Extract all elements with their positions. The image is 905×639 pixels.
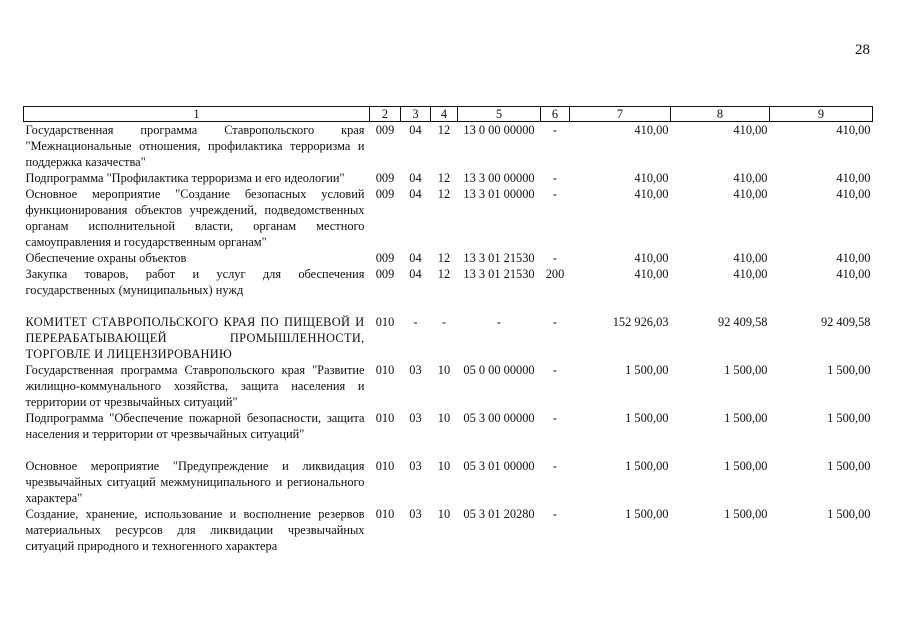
- amount-col7: 410,00: [634, 123, 669, 137]
- subsection-code: 10: [437, 363, 451, 377]
- target-article-code: 05 0 00 00000: [463, 363, 535, 377]
- target-article-code: 13 3 01 00000: [463, 187, 535, 201]
- row-name: Подпрограмма "Обеспечение пожарной безопасности, защита населения и территории от чрезвычайных ситуаций": [25, 411, 365, 441]
- page-number: 28: [855, 42, 870, 58]
- amount-col9: 92 409,58: [820, 315, 871, 329]
- row-name: Подпрограмма "Профилактика терроризма и его идеологии": [25, 171, 345, 185]
- ministry-code: 010: [375, 315, 395, 329]
- amount-col7: 1 500,00: [625, 411, 669, 425]
- ministry-code: 010: [375, 507, 395, 521]
- row-name: Закупка товаров, работ и услуг для обеспечения государственных (муниципальных) нужд: [25, 267, 365, 297]
- header-cell: 4: [431, 107, 458, 122]
- amount-col9: 1 500,00: [827, 363, 871, 377]
- expense-type-code: -: [552, 171, 558, 185]
- table-row: [24, 314, 873, 362]
- amount-col9: 1 500,00: [827, 459, 871, 473]
- header-cell: 3: [401, 107, 431, 122]
- amount-col8: 410,00: [733, 123, 768, 137]
- subsection-code: 12: [437, 187, 451, 201]
- section-code: 04: [409, 187, 422, 201]
- table-row: [24, 266, 873, 298]
- expense-type-code: -: [552, 187, 558, 201]
- spacer-row: [24, 298, 873, 314]
- amount-col8: 92 409,58: [717, 315, 768, 329]
- amount-col7: 410,00: [634, 267, 669, 281]
- expense-type-code: -: [552, 251, 558, 265]
- amount-col7: 1 500,00: [625, 363, 669, 377]
- target-article-code: -: [496, 315, 502, 329]
- amount-col8: 410,00: [733, 171, 768, 185]
- expense-type-code: 200: [545, 267, 565, 281]
- amount-col8: 1 500,00: [724, 363, 768, 377]
- section-code: 03: [409, 363, 422, 377]
- header-cell: 9: [770, 107, 873, 122]
- header-cell: 1: [24, 107, 370, 122]
- row-name: Основное мероприятие "Предупреждение и ликвидация чрезвычайных ситуаций межмуниципального и регионального характера": [25, 459, 365, 505]
- ministry-code: 009: [375, 267, 395, 281]
- row-name: Государственная программа Ставропольского края "Развитие жилищно-коммунального хозяйства, защита населения и территории от чрезвычайных ситуаций": [25, 363, 365, 409]
- amount-col7: 410,00: [634, 187, 669, 201]
- amount-col8: 410,00: [733, 187, 768, 201]
- target-article-code: 13 3 01 21530: [463, 251, 535, 265]
- ministry-code: 009: [375, 171, 395, 185]
- row-name: Основное мероприятие "Создание безопасных условий функционирования объектов учреждений, подведомственных органам исполнительной власти, органам местного самоуправления и государственным органам": [25, 187, 365, 249]
- row-name: Обеспечение охраны объектов: [25, 251, 187, 265]
- subsection-code: 12: [437, 123, 451, 137]
- expense-type-code: -: [552, 363, 558, 377]
- budget-table: [23, 106, 873, 554]
- amount-col7: 152 926,03: [612, 315, 669, 329]
- table-row: [24, 186, 873, 250]
- table-row: [24, 122, 873, 171]
- header-cell: 2: [370, 107, 401, 122]
- section-code: 03: [409, 507, 422, 521]
- target-article-code: 05 3 01 20280: [463, 507, 535, 521]
- expense-type-code: -: [552, 123, 558, 137]
- section-code: 03: [409, 411, 422, 425]
- amount-col9: 410,00: [836, 251, 871, 265]
- expense-type-code: -: [552, 411, 558, 425]
- header-cell: 6: [541, 107, 570, 122]
- amount-col8: 410,00: [733, 267, 768, 281]
- section-code: 04: [409, 123, 422, 137]
- subsection-code: 12: [437, 171, 451, 185]
- target-article-code: 13 0 00 00000: [463, 123, 535, 137]
- target-article-code: 13 3 01 21530: [463, 267, 535, 281]
- ministry-code: 010: [375, 363, 395, 377]
- expense-type-code: -: [552, 459, 558, 473]
- amount-col7: 1 500,00: [625, 459, 669, 473]
- amount-col7: 410,00: [634, 171, 669, 185]
- amount-col8: 1 500,00: [724, 459, 768, 473]
- subsection-code: 10: [437, 459, 451, 473]
- amount-col9: 410,00: [836, 267, 871, 281]
- subsection-code: 10: [437, 507, 451, 521]
- amount-col9: 410,00: [836, 123, 871, 137]
- section-code: 04: [409, 251, 422, 265]
- section-code: 04: [409, 267, 422, 281]
- subsection-code: 12: [437, 267, 451, 281]
- header-cell: 8: [671, 107, 770, 122]
- row-name: Создание, хранение, использование и восполнение резервов материальных ресурсов для ликвидации чрезвычайных ситуаций природного и техногенного характера: [25, 507, 365, 553]
- expense-type-code: -: [552, 507, 558, 521]
- table-row: [24, 458, 873, 506]
- table-header-row: [24, 107, 873, 122]
- table-row: [24, 250, 873, 266]
- ministry-code: 009: [375, 123, 395, 137]
- target-article-code: 05 3 00 00000: [463, 411, 535, 425]
- ministry-code: 009: [375, 251, 395, 265]
- header-cell: 5: [458, 107, 541, 122]
- amount-col9: 410,00: [836, 171, 871, 185]
- amount-col9: 1 500,00: [827, 411, 871, 425]
- table-row: [24, 362, 873, 410]
- amount-col8: 410,00: [733, 251, 768, 265]
- section-code: -: [413, 315, 418, 329]
- ministry-code: 010: [375, 411, 395, 425]
- subsection-code: 12: [437, 251, 451, 265]
- amount-col7: 410,00: [634, 251, 669, 265]
- amount-col9: 1 500,00: [827, 507, 871, 521]
- ministry-code: 010: [375, 459, 395, 473]
- amount-col7: 1 500,00: [625, 507, 669, 521]
- header-cell: 7: [570, 107, 671, 122]
- table-row: [24, 506, 873, 554]
- target-article-code: 05 3 01 00000: [463, 459, 535, 473]
- amount-col8: 1 500,00: [724, 507, 768, 521]
- table-row: [24, 170, 873, 186]
- amount-col9: 410,00: [836, 187, 871, 201]
- row-name: Государственная программа Ставропольского края "Межнациональные отношения, профилактика терроризма и поддержка казачества": [25, 123, 365, 169]
- subsection-code: -: [441, 315, 447, 329]
- spacer-row: [24, 442, 873, 458]
- section-code: 04: [409, 171, 422, 185]
- row-name: КОМИТЕТ СТАВРОПОЛЬСКОГО КРАЯ ПО ПИЩЕВОЙ И ПЕРЕРАБАТЫВАЮЩЕЙ ПРОМЫШЛЕННОСТИ, ТОРГОВЛЕ И ЛИЦЕНЗИРОВАНИЮ: [25, 315, 365, 361]
- target-article-code: 13 3 00 00000: [463, 171, 535, 185]
- table-row: [24, 410, 873, 442]
- ministry-code: 009: [375, 187, 395, 201]
- amount-col8: 1 500,00: [724, 411, 768, 425]
- expense-type-code: -: [552, 315, 558, 329]
- subsection-code: 10: [437, 411, 451, 425]
- section-code: 03: [409, 459, 422, 473]
